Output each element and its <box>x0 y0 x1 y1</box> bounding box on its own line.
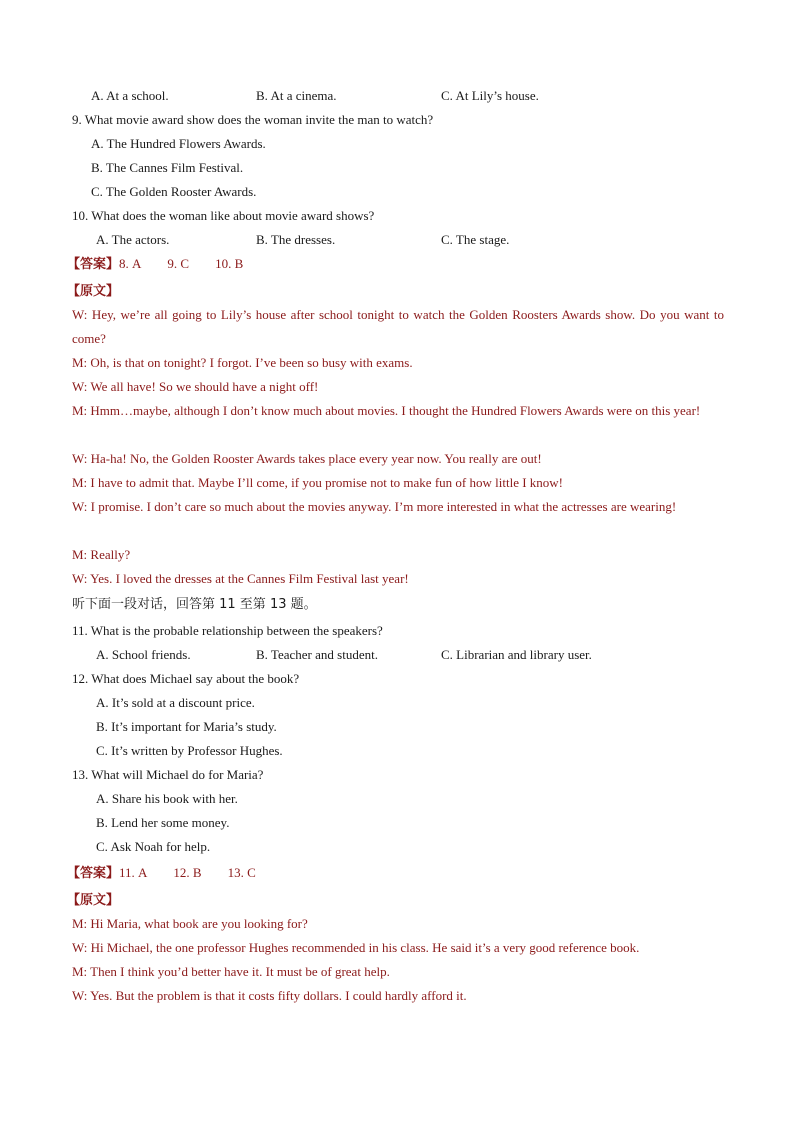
answer-item: 11. A <box>119 865 148 880</box>
q9-question: 9. What movie award show does the woman invite the man to watch? <box>72 112 434 127</box>
q10-option-b: B. The dresses. <box>256 232 336 247</box>
transcript-line: W: Yes. But the problem is that it costs fifty dollars. I could hardly afford it. <box>72 988 467 1003</box>
transcript-line: M: Oh, is that on tonight? I forgot. I’ve been so busy with exams. <box>72 355 413 370</box>
q12-option-b: B. It’s important for Maria’s study. <box>96 719 277 734</box>
transcript-line: W: Yes. I loved the dresses at the Cannes Film Festival last year! <box>72 571 409 586</box>
document-page <box>67 84 724 1008</box>
transcript-line: W: Hi Michael, the one professor Hughes recommended in his class. He said it’s a very good reference book. <box>72 940 640 955</box>
q11-option-a: A. School friends. <box>96 647 191 662</box>
transcript-line: M: I have to admit that. Maybe I’ll come, if you promise not to make fun of how little I know! <box>72 475 564 490</box>
answer-item: 9. C <box>167 256 190 271</box>
q8-option-b: B. At a cinema. <box>256 88 337 103</box>
transcript-line: M: Really? <box>72 547 131 562</box>
q12-option-a: A. It’s sold at a discount price. <box>96 695 255 710</box>
transcript-line: W: Ha-ha! No, the Golden Rooster Awards takes place every year now. You really are out! <box>72 451 542 466</box>
transcript-line: M: Hmm…maybe, although I don’t know much about movies. I thought the Hundred Flowers Awards were on this year! <box>72 403 701 418</box>
transcript-line: W: Hey, we’re all going to Lily’s house after school tonight to watch the Golden Roosters Awards show. Do you want to come? <box>72 307 724 346</box>
q10-option-a: A. The actors. <box>96 232 170 247</box>
transcript-tag: 【原文】 <box>67 893 120 908</box>
q9-option-c: C. The Golden Rooster Awards. <box>91 184 257 199</box>
q9-option-b: B. The Cannes Film Festival. <box>91 160 244 175</box>
answer-item: 13. C <box>227 865 256 880</box>
q10-options <box>72 228 724 252</box>
q9-option-a: A. The Hundred Flowers Awards. <box>91 136 266 151</box>
q10-question: 10. What does the woman like about movie award shows? <box>72 208 375 223</box>
answer-tag: 【答案】 <box>67 257 120 272</box>
q11-question: 11. What is the probable relationship between the speakers? <box>72 623 383 638</box>
q10-option-c: C. The stage. <box>441 232 510 247</box>
answer-item: 8. A <box>119 256 142 271</box>
q12-question: 12. What does Michael say about the book? <box>72 671 300 686</box>
section-instruction: 听下面一段对话，回答第 11 至第 13 题。 <box>72 597 317 612</box>
transcript-line: W: I promise. I don’t care so much about the movies anyway. I’m more interested in what the actresses are wearing! <box>72 499 677 514</box>
answer-items <box>119 256 269 271</box>
transcript-tag: 【原文】 <box>67 284 120 299</box>
transcript-line: W: We all have! So we should have a night off! <box>72 379 319 394</box>
q13-option-c: C. Ask Noah for help. <box>96 839 211 854</box>
q11-options <box>72 643 724 667</box>
transcript-line: M: Hi Maria, what book are you looking for? <box>72 916 308 931</box>
q8-option-a: A. At a school. <box>91 88 169 103</box>
answer-item: 12. B <box>173 865 202 880</box>
q12-option-c: C. It’s written by Professor Hughes. <box>96 743 283 758</box>
q8-options <box>72 84 724 108</box>
q11-option-c: C. Librarian and library user. <box>441 647 592 662</box>
transcript-tag-1 <box>67 279 724 303</box>
q8-option-c: C. At Lily’s house. <box>441 88 539 103</box>
answer-block-1 <box>67 252 724 276</box>
answer-tag: 【答案】 <box>67 866 120 881</box>
q13-option-b: B. Lend her some money. <box>96 815 230 830</box>
transcript-line: M: Then I think you’d better have it. It must be of great help. <box>72 964 390 979</box>
q13-question: 13. What will Michael do for Maria? <box>72 767 264 782</box>
answer-item: 10. B <box>215 256 244 271</box>
answer-items <box>119 865 282 880</box>
q13-option-a: A. Share his book with her. <box>96 791 238 806</box>
q11-option-b: B. Teacher and student. <box>256 647 378 662</box>
answer-block-2 <box>67 861 724 885</box>
transcript-tag-2 <box>67 888 724 912</box>
